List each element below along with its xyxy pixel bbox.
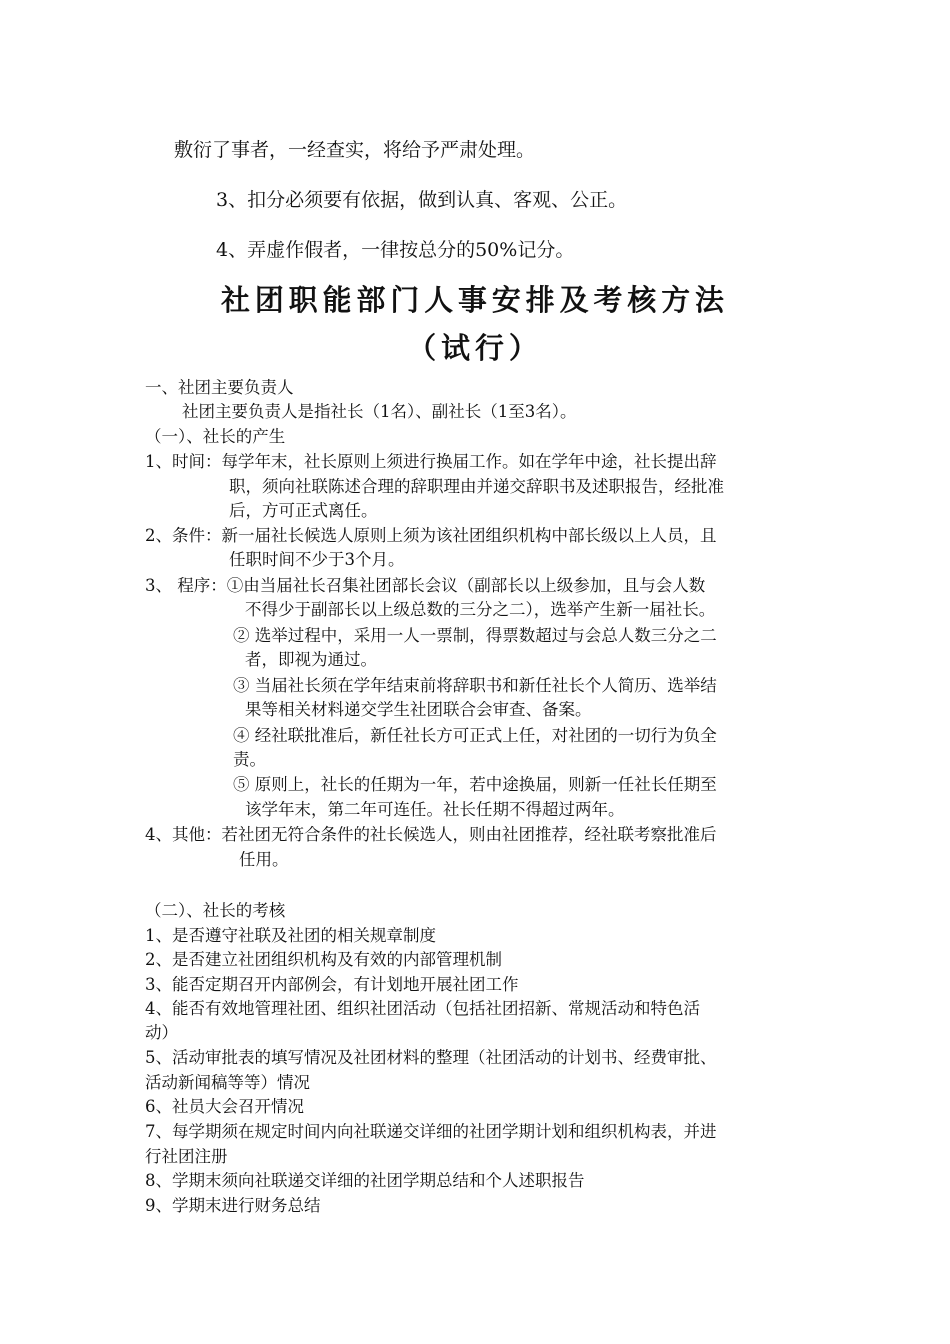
list-item: 4、能否有效地管理社团、组织社团活动（包括社团招新、常规活动和特色活 (145, 999, 700, 1018)
list-item: 1、时间：每学年末，社长原则上须进行换届工作。如在学年中途，社长提出辞 (145, 452, 717, 471)
list-item: 1、是否遵守社联及社团的相关规章制度 (145, 926, 436, 945)
list-item-continuation: 活动新闻稿等等）情况 (145, 1073, 310, 1092)
intro-line-1: 敷衍了事者，一经查实，将给予严肃处理。 (174, 139, 536, 161)
list-item-continuation: 果等相关材料递交学生社团联合会审查、备案。 (245, 700, 592, 719)
intro-line-3: 4、弄虚作假者，一律按总分的50%记分。 (216, 239, 575, 261)
list-item-continuation: 行社团注册 (145, 1147, 228, 1166)
list-item-continuation: 任用。 (239, 850, 289, 869)
list-item: 6、社员大会召开情况 (145, 1097, 304, 1116)
list-item: 7、每学期须在规定时间内向社联递交详细的社团学期计划和组织机构表，并进 (145, 1122, 717, 1141)
list-item-continuation: ③ 当届社长须在学年结束前将辞职书和新任社长个人简历、选举结 (233, 676, 717, 695)
section-1-description: 社团主要负责人是指社长（1名）、副社长（1至3名）。 (182, 402, 577, 421)
section-1-heading: 一、社团主要负责人 (145, 378, 294, 397)
list-item-continuation: 该学年末，第二年可连任。社长任期不得超过两年。 (245, 800, 625, 819)
list-item: 3、 程序：①由当届社长召集社团部长会议（副部长以上级参加，且与会人数 (145, 576, 706, 595)
intro-line-2: 3、扣分必须要有依据，做到认真、客观、公正。 (216, 189, 628, 211)
list-item: 2、是否建立社团组织机构及有效的内部管理机制 (145, 950, 502, 969)
list-item: 9、学期末进行财务总结 (145, 1196, 321, 1215)
document-subtitle: （试行） (407, 331, 543, 365)
list-item-continuation: 任职时间不少于3个月。 (229, 550, 405, 569)
list-item: 3、能否定期召开内部例会，有计划地开展社团工作 (145, 975, 519, 994)
list-item-continuation: 动） (145, 1023, 178, 1042)
list-item: 4、其他：若社团无符合条件的社长候选人，则由社团推荐，经社联考察批准后 (145, 825, 717, 844)
list-item: 5、活动审批表的填写情况及社团材料的整理（社团活动的计划书、经费审批、 (145, 1048, 717, 1067)
list-item: 2、条件：新一届社长候选人原则上须为该社团组织机构中部长级以上人员，且 (145, 526, 717, 545)
part-1-heading: （一）、社长的产生 (145, 427, 286, 446)
list-item-continuation: 不得少于副部长以上级总数的三分之二），选举产生新一届社长。 (245, 600, 716, 619)
list-item-continuation: 职，须向社联陈述合理的辞职理由并递交辞职书及述职报告，经批准 (229, 477, 724, 496)
list-item-continuation: 责。 (233, 750, 266, 769)
list-item-continuation: ⑤ 原则上，社长的任期为一年，若中途换届，则新一任社长任期至 (233, 775, 717, 794)
list-item-continuation: ④ 经社联批准后，新任社长方可正式上任，对社团的一切行为负全 (233, 726, 717, 745)
list-item-continuation: 者，即视为通过。 (245, 650, 377, 669)
list-item: 8、学期末须向社联递交详细的社团学期总结和个人述职报告 (145, 1171, 585, 1190)
list-item-continuation: 后，方可正式离任。 (229, 501, 378, 520)
document-title: 社团职能部门人事安排及考核方法 (221, 283, 729, 317)
list-item-continuation: ② 选举过程中，采用一人一票制，得票数超过与会总人数三分之二 (233, 626, 717, 645)
part-2-heading: （二）、社长的考核 (145, 901, 286, 920)
